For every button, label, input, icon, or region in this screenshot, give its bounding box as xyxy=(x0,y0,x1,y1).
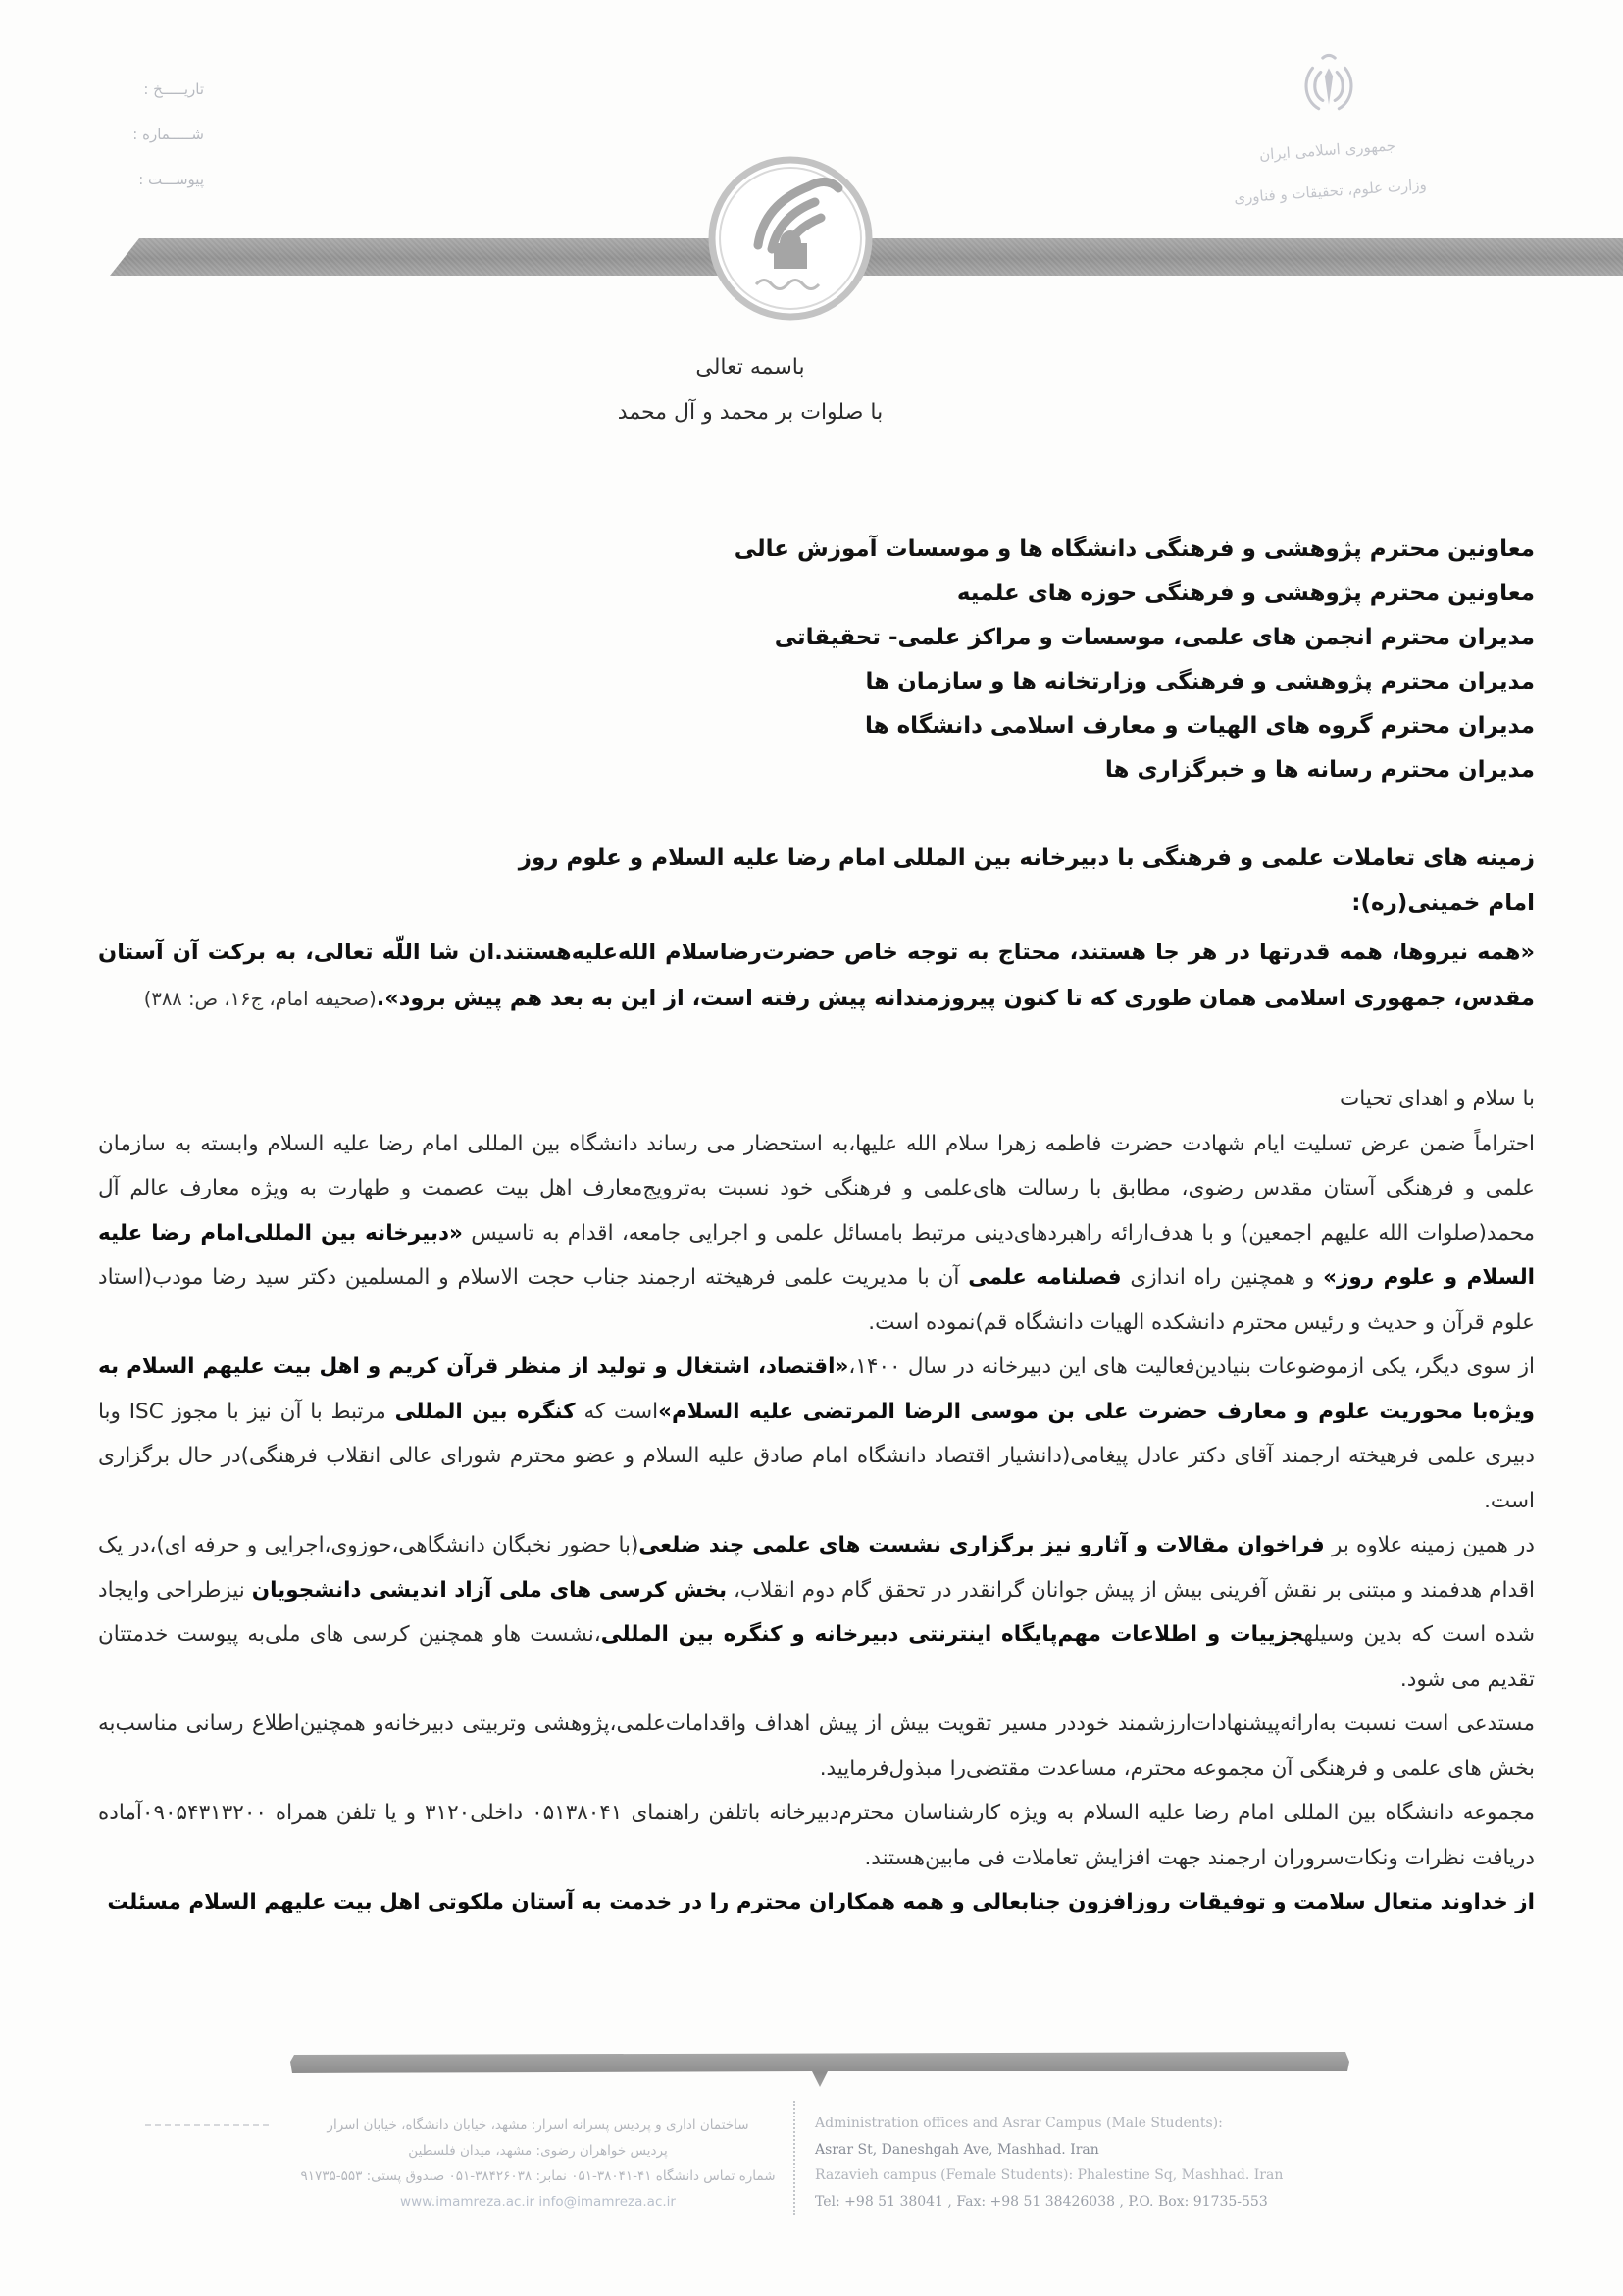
invocation-block xyxy=(0,345,1500,435)
recipient-line: مدیران محترم انجمن های علمی، موسسات و مراکز علمی- تحقیقاتی xyxy=(774,625,1535,650)
quote-source: (صحیفه امام، ج۱۶، ص: ۳۸۸) xyxy=(143,988,377,1010)
footer xyxy=(290,2095,1349,2215)
body-paragraph: مستدعی است نسبت به‌ارائه‌پیشنهادات‌ارزشمند خوددر مسیر تقویت بیش از پیش اهداف واقدامات‌علمی،پژوهشی وتربیتی دبیرخانه‌و همچنین‌اطلاع رسانی مناسب‌به بخش های علمی و فرهنگی آن مجموعه محترم، مساعدت مقتضی‌را مبذول‌فرمایید. xyxy=(98,1711,1535,1781)
body-paragraph: در همین زمینه علاوه بر فراخوان مقالات و آثارو نیز برگزاری نشست های علمی چند ضلعی(با حضور نخبگان دانشگاهی،حوزوی،اجرایی و حرفه ای)،در یک اقدام هدفمند و مبتنی بر نقش آفرینی بیش از پیش جوانان گرانقدر در تحقق گام دوم انقلاب، بخش کرسی های ملی آزاد اندیشی دانشجویان نیزطراحی وایجاد شده است که بدین وسیلهجزییات و اطلاعات مهم‌پایگاه اینترنتی دبیرخانه و کنگره بین المللی،نشست هاو همچنین کرسی های ملی‌به پیوست خدمتتان تقدیم می شود. xyxy=(98,1533,1536,1692)
footer-persian-line: www.imamreza.ac.ir info@imamreza.ac.ir xyxy=(400,2194,676,2210)
letter-body xyxy=(98,1077,1535,1925)
footer-english-line: Tel: +98 51 38041 , Fax: +98 51 38426038 , P.O. Box: 91735-553 xyxy=(815,2193,1268,2210)
salawat-line: با صلوات بر محمد و آل محمد xyxy=(617,400,884,425)
footer-persian-address xyxy=(290,2095,786,2215)
body-paragraph: از سوی دیگر، یکی ازموضوعات بنیادین‌فعالیت های این دبیرخانه در سال ۱۴۰۰،«اقتصاد، اشتغال و تولید از منظر قرآن کریم و اهل بیت علیهم السلام به ویژه‌با محوریت علوم و معارف حضرت علی بن موسی الرضا المرتضی علیه السلام»است که کنگره بین المللی مرتبط با آن نیز با مجوز ISC وبا دبیری علمی فرهیخته ارجمند آقای دکتر عادل پیغامی(دانشیار اقتصاد دانشگاه امام صادق علیه السلام و عضو محترم شورای عالی انقلاب فرهنگی)در حال برگزاری است. xyxy=(98,1354,1535,1513)
footer-persian-line: ساختمان اداری و پردیس پسرانه اسرار: مشهد، خیابان دانشگاه، خیابان اسرار xyxy=(327,2117,749,2133)
fold-mark xyxy=(145,2124,269,2126)
government-header xyxy=(1182,51,1476,212)
government-header-text xyxy=(1179,120,1478,223)
recipients-list xyxy=(98,528,1535,792)
stamp-field-label: پیوســـت : xyxy=(138,171,204,188)
university-logo-icon xyxy=(701,149,880,328)
body-paragraph: احتراماً ضمن عرض تسلیت ایام شهادت حضرت فاطمه زهرا سلام الله علیها،به استحضار می رساند دانشگاه بین المللی امام رضا علیه السلام وابسته به سازمان علمی و فرهنگی آستان مقدس رضوی، مطابق با رسالت های‌علمی و فرهنگی خود نسبت به‌ترویج‌معارف اهل بیت عصمت و طهارت به ویژه معارف عالم آل محمد(صلوات الله علیهم اجمعین) و با هدف‌ارائه راهبردهای‌دینی مرتبط بامسائل علمی و اجرایی جامعه، اقدام به تاسیس «دبیرخانه بین المللی‌امام رضا علیه السلام و علوم روز» و همچنین راه اندازی فصلنامه علمی آن با مدیریت علمی فرهیخته ارجمند جناب حجت الاسلام و المسلمین دکتر سید رضا مودب(استاد علوم قرآن و حدیث و رئیس محترم دانشکده الهیات دانشگاه قم)نموده است. xyxy=(98,1131,1536,1335)
footer-english-line: Asrar St, Daneshgah Ave, Mashhad. Iran xyxy=(815,2141,1099,2158)
recipient-line: مدیران محترم پژوهشی و فرهنگی وزارتخانه ها و سازمان ها xyxy=(865,669,1535,694)
bismillah-line: باسمه تعالی xyxy=(695,355,805,380)
recipient-line: معاونین محترم پژوهشی و فرهنگی حوزه های علمیه xyxy=(956,581,1535,606)
gov-line-2: وزارت علوم، تحقیقات و فناوری xyxy=(1233,176,1428,207)
footer-english-address xyxy=(803,2095,1349,2215)
footer-persian-line: پردیس خواهران رضوی: مشهد، میدان فلسطین xyxy=(408,2143,668,2159)
footer-english-line: Razavieh campus (Female Students): Phalestine Sq, Mashhad. Iran xyxy=(815,2168,1284,2183)
footer-english-line: Administration offices and Asrar Campus (Male Students): xyxy=(815,2116,1223,2131)
subject-block xyxy=(98,836,1535,926)
stamp-field-label: شـــــماره : xyxy=(132,126,204,143)
subject-line-1: زمینه های تعاملات علمی و فرهنگی با دبیرخانه بین المللی امام رضا علیه السلام و علوم روز xyxy=(518,845,1535,871)
recipient-line: مدیران محترم گروه های الهیات و معارف اسلامی دانشگاه ها xyxy=(865,713,1535,739)
stamp-fields xyxy=(76,67,204,202)
subject-line-2: امام خمینی(ره): xyxy=(1351,891,1535,916)
recipient-line: مدیران محترم رسانه ها و خبرگزاری ها xyxy=(1104,757,1535,783)
iran-national-emblem-icon xyxy=(1298,51,1359,124)
footer-ribbon xyxy=(290,2052,1349,2089)
recipient-line: معاونین محترم پژوهشی و فرهنگی دانشگاه ها و موسسات آموزش عالی xyxy=(734,536,1535,562)
footer-separator xyxy=(793,2101,795,2215)
body-paragraph: از خداوند متعال سلامت و توفیقات روزافزون جنابعالی و همه همکاران محترم را در خدمت به آستان ملکوتی اهل بیت علیهم السلام مسئلت xyxy=(107,1890,1535,1914)
footer-persian-line: شماره تماس دانشگاه ۴۱-۳۸۰۴۱-۰۵۱ نمابر: ۳۸۴۲۶۰۳۸-۰۵۱ صندوق پستی: ۵۵۳-۹۱۷۳۵ xyxy=(300,2168,776,2184)
quote-text: «همه نیروها، همه قدرتها در هر جا هستند، محتاج به توجه خاص حضرت‌رضاسلام الله‌علیه‌هستند.ان شا اللّه تعالی، به برکت آن آستان مقدس، جمهوری اسلامی همان طوری که تا کنون پیروزمندانه پیش رفته است، از این به بعد هم پیش برود». xyxy=(98,940,1535,1011)
salutation-line: با سلام و اهدای تحیات xyxy=(1340,1087,1535,1111)
stamp-field-label: تاریـــــخ : xyxy=(143,80,204,98)
body-paragraphs xyxy=(98,1122,1535,1925)
quote-block xyxy=(98,930,1535,1022)
body-paragraph: مجموعه دانشگاه بین المللی امام رضا علیه السلام به ویژه کارشناسان محترم‌دبیرخانه باتلفن راهنمای ۰۵۱۳۸۰۴۱ داخلی۳۱۲۰ و یا تلفن همراه ۰۹۰۵۴۳۱۳۲۰۰آماده دریافت نظرات ونکات‌سروران ارجمند جهت افزایش تعاملات فی مابین‌هستند. xyxy=(98,1801,1535,1870)
gov-line-1: جمهوری اسلامی ایران xyxy=(1258,136,1396,164)
